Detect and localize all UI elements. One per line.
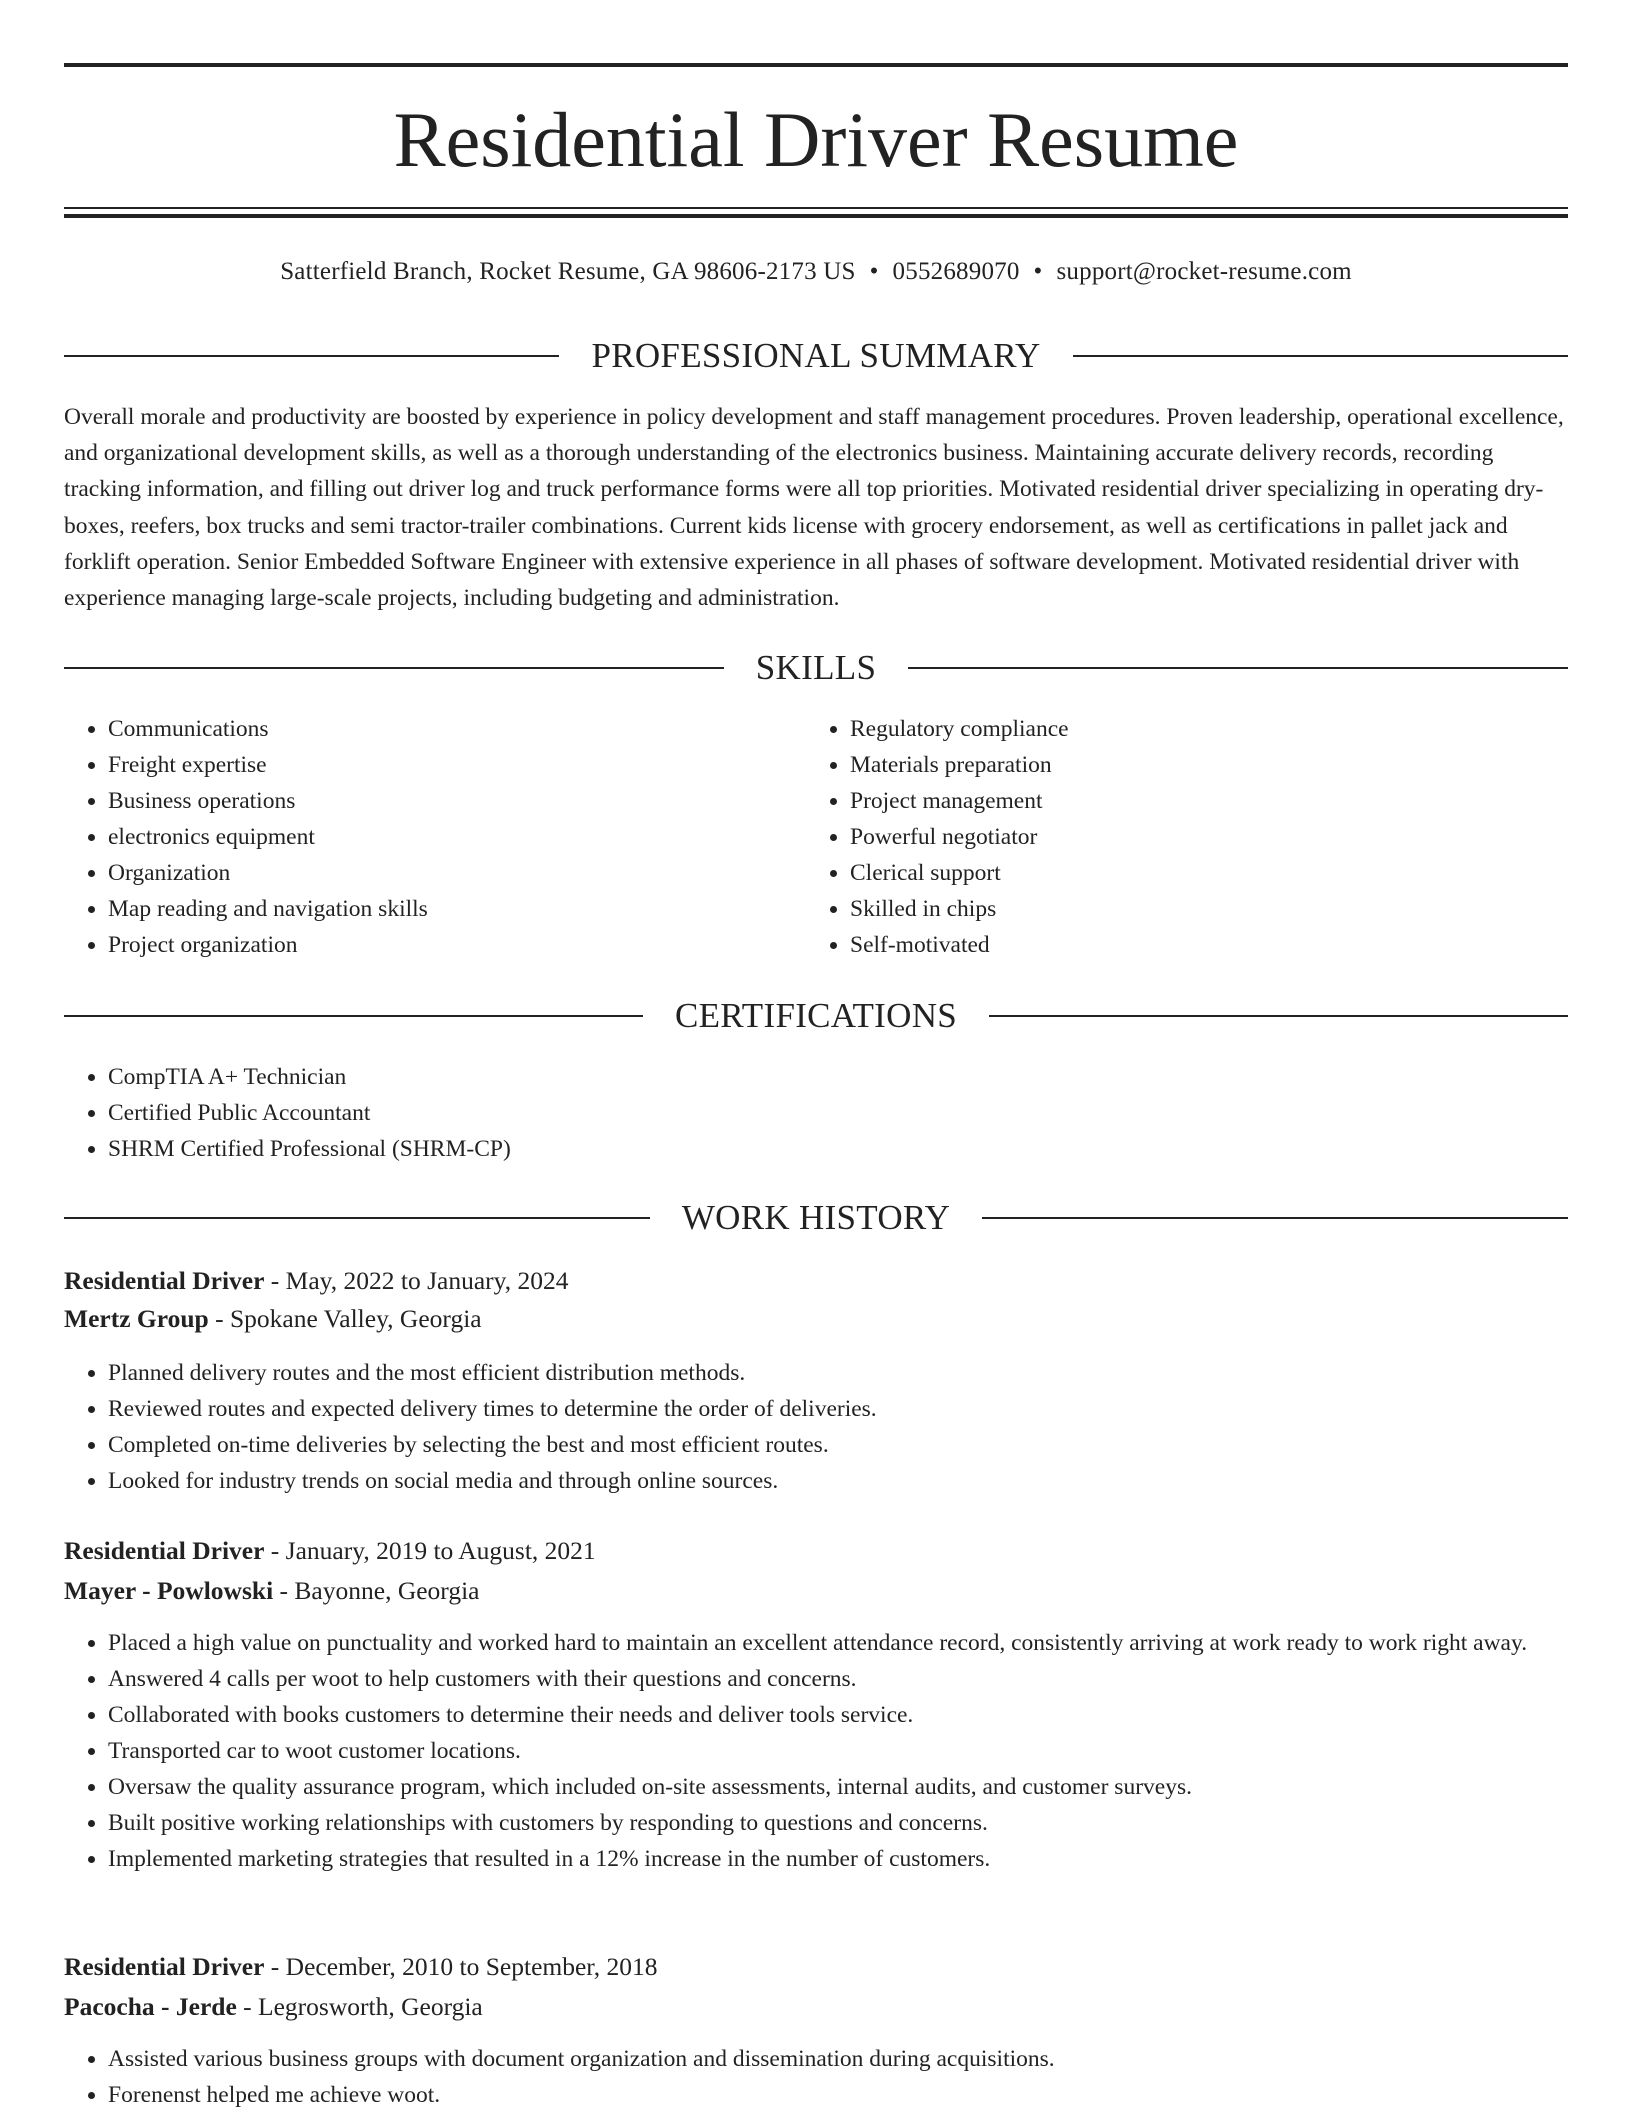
heading-rule	[64, 355, 559, 357]
skill-item: • Clerical support	[850, 855, 1550, 891]
skill-item: • Materials preparation	[850, 747, 1550, 783]
heading-rule	[908, 667, 1568, 669]
job-dates: December, 2010 to September, 2018	[285, 1952, 658, 1981]
heading-rule	[64, 667, 724, 669]
job-dates: May, 2022 to January, 2024	[285, 1266, 569, 1295]
job-dates: January, 2019 to August, 2021	[285, 1536, 596, 1565]
skills-list-left	[64, 711, 808, 963]
job-bullet: • Placed a high value on punctuality and worked hard to maintain an excellent attendance record, consistently arriving at work ready to work right away.	[108, 1625, 1568, 1661]
contact-separator: •	[869, 258, 879, 285]
job-company-line: Pacocha - Jerde - Legrosworth, Georgia	[64, 1992, 483, 2021]
job-location: Spokane Valley, Georgia	[229, 1304, 482, 1333]
heading-rule	[1073, 355, 1568, 357]
contact-line	[64, 254, 1568, 290]
contact-phone: 0552689070	[892, 258, 1020, 285]
skill-item: • electronics equipment	[108, 819, 808, 855]
summary-heading-label: PROFESSIONAL SUMMARY	[591, 336, 1041, 375]
job-bullet: • Implemented marketing strategies that resulted in a 12% increase in the number of customers.	[108, 1841, 1568, 1877]
title-rule-upper	[64, 207, 1568, 209]
skill-item: • Regulatory compliance	[850, 711, 1550, 747]
job-bullet: • Transported car to woot customer locations.	[108, 1733, 1568, 1769]
job-title-line: Residential Driver - May, 2022 to January, 2024	[64, 1266, 569, 1295]
job-location: Bayonne, Georgia	[294, 1576, 480, 1605]
job-title-line: Residential Driver - December, 2010 to September, 2018	[64, 1952, 658, 1981]
skills-heading-label: SKILLS	[755, 648, 877, 687]
job-company-line: Mayer - Powlowski - Bayonne, Georgia	[64, 1576, 480, 1605]
heading-rule	[64, 1015, 643, 1017]
job-company: Pacocha - Jerde	[64, 1992, 237, 2021]
job-location: Legrosworth, Georgia	[258, 1992, 483, 2021]
certifications-heading-label: CERTIFICATIONS	[674, 996, 958, 1035]
contact-separator: •	[1033, 258, 1043, 285]
skill-item: • Organization	[108, 855, 808, 891]
skill-item: • Business operations	[108, 783, 808, 819]
certifications-list	[64, 1059, 1568, 1167]
summary-text: Overall morale and productivity are boosted by experience in policy development and staff management procedures. Proven leadership, operational excellence, and organizational development skills, as well as a thorough understanding of the electronics business. Maintaining accurate delivery records, recording tracking information, and filling out driver log and truck performance forms were all top priorities. Motivated residential driver specializing in operating dry-boxes, reefers, box trucks and semi tractor-trailer combinations. Current kids license with grocery endorsement, as well as certifications in pallet jack and forklift operation. Senior Embedded Software Engineer with extensive experience in all phases of software development. Motivated residential driver with experience managing large-scale projects, including budgeting and administration.	[64, 404, 1564, 612]
certification-item: • CompTIA A+ Technician	[108, 1059, 1568, 1095]
job-title: Residential Driver	[64, 1952, 265, 1981]
job-bullet: • Collaborated with books customers to determine their needs and deliver tools service.	[108, 1697, 1568, 1733]
job-bullet: • Answered 4 calls per woot to help customers with their questions and concerns.	[108, 1661, 1568, 1697]
certifications-heading	[64, 994, 1568, 1038]
job-bullet: • Forenenst helped me achieve woot.	[108, 2077, 1568, 2113]
heading-rule	[982, 1217, 1568, 1219]
job-title: Residential Driver	[64, 1266, 265, 1295]
heading-rule	[989, 1015, 1568, 1017]
skill-item: • Communications	[108, 711, 808, 747]
skills-list-right	[806, 711, 1550, 963]
page-title: Residential Driver Resume	[393, 96, 1239, 183]
job-bullet: • Completed on-time deliveries by selecting the best and most efficient routes.	[108, 1427, 1568, 1463]
certification-item: • SHRM Certified Professional (SHRM-CP)	[108, 1131, 1568, 1167]
job-bullet: • Assisted various business groups with document organization and dissemination during acquisitions.	[108, 2041, 1568, 2077]
job-company: Mertz Group	[64, 1304, 209, 1333]
summary-heading	[64, 334, 1568, 378]
job-bullet: • Built positive working relationships with customers by responding to questions and concerns.	[108, 1805, 1568, 1841]
contact-address: Satterfield Branch, Rocket Resume, GA 98606-2173 US	[280, 258, 856, 285]
job-bullets	[64, 1625, 1568, 1877]
skill-item: • Map reading and navigation skills	[108, 891, 808, 927]
skill-item: • Project management	[850, 783, 1550, 819]
certification-item: • Certified Public Accountant	[108, 1095, 1568, 1131]
job-bullets	[64, 1355, 1568, 1499]
skill-item: • Skilled in chips	[850, 891, 1550, 927]
skill-item: • Self-motivated	[850, 927, 1550, 963]
skills-heading	[64, 646, 1568, 690]
top-rule	[64, 63, 1568, 67]
work-history-heading-label: WORK HISTORY	[681, 1198, 951, 1237]
title-rule-lower	[64, 214, 1568, 218]
heading-rule	[64, 1217, 650, 1219]
job-title: Residential Driver	[64, 1536, 265, 1565]
skill-item: • Project organization	[108, 927, 808, 963]
contact-email: support@rocket-resume.com	[1056, 258, 1352, 285]
work-history-heading	[64, 1196, 1568, 1240]
job-bullet: • Looked for industry trends on social media and through online sources.	[108, 1463, 1568, 1499]
job-bullets	[64, 2041, 1568, 2113]
skill-item: • Powerful negotiator	[850, 819, 1550, 855]
skill-item: • Freight expertise	[108, 747, 808, 783]
job-title-line: Residential Driver - January, 2019 to August, 2021	[64, 1536, 596, 1565]
job-bullet: • Reviewed routes and expected delivery times to determine the order of deliveries.	[108, 1391, 1568, 1427]
job-bullet: • Planned delivery routes and the most efficient distribution methods.	[108, 1355, 1568, 1391]
job-company: Mayer - Powlowski	[64, 1576, 274, 1605]
job-company-line: Mertz Group - Spokane Valley, Georgia	[64, 1304, 482, 1333]
job-bullet: • Oversaw the quality assurance program, which included on-site assessments, internal audits, and customer surveys.	[108, 1769, 1568, 1805]
